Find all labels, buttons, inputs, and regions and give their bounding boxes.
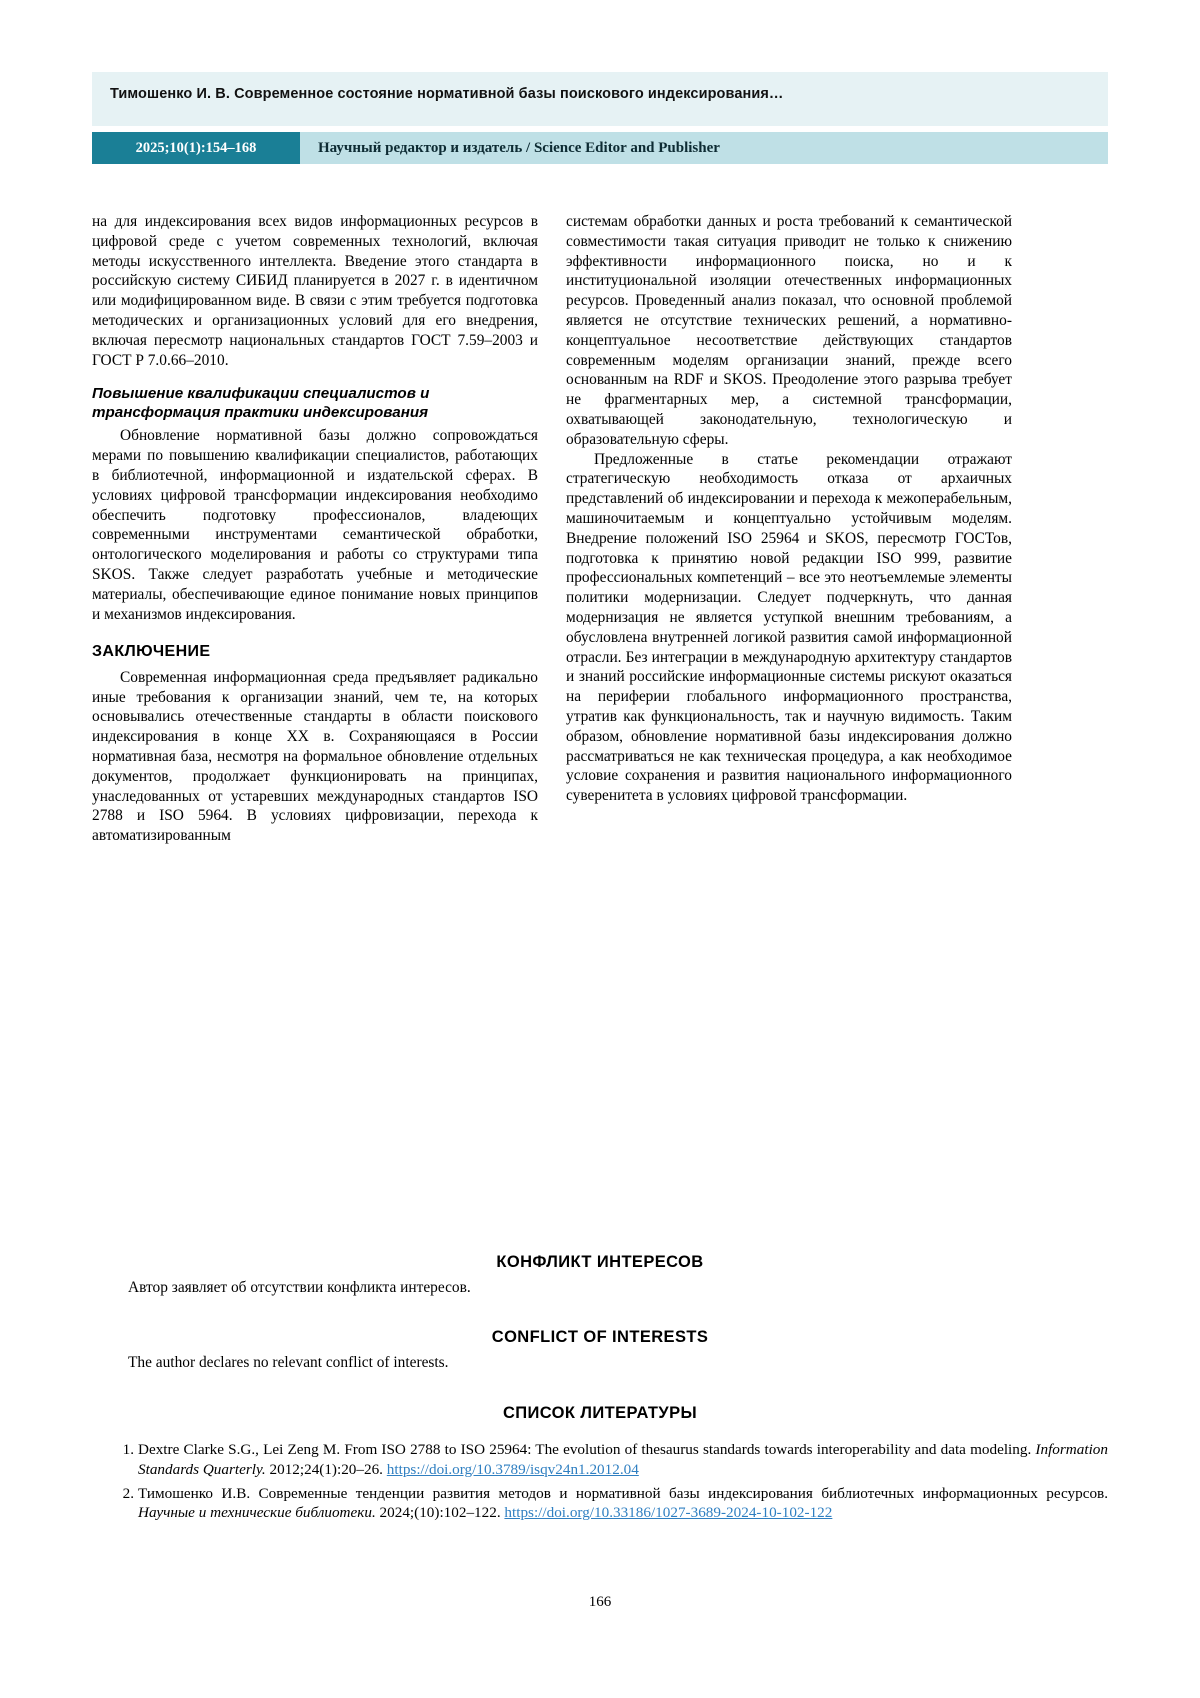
conflict-of-interests-ru [92, 1253, 1108, 1298]
paragraph-conclusion-1: Современная информационная среда предъявляет радикально иные требования к организации знаний, чем те, на которых основывались отечественные стандарты в области поискового индексирования в конце XX в. Сохраняющаяся в России нормативная база, несмотря на формальное обновление отдельных документов, продолжает функционировать на принципах, унаследованных от устаревших международных стандартов ISO 2788 и ISO 5964. В условиях цифровизации, перехода к автоматизированным [92, 668, 538, 845]
conflict-ru-body: Автор заявляет об отсутствии конфликта интересов. [128, 1279, 471, 1296]
reference-number: 1. [122, 1441, 134, 1458]
conflict-en-body: The author declares no relevant conflict of interests. [128, 1354, 449, 1371]
reference-item [92, 1440, 1108, 1480]
reference-text-before: Dextre Clarke S.G., Lei Zeng M. From ISO 2788 to ISO 25964: The evolution of thesaurus standards towards interoperability and data modeling. [138, 1441, 1036, 1458]
conflict-en-title: CONFLICT OF INTERESTS [491, 1328, 709, 1346]
paragraph-conclusion-3: Предложенные в статье рекомендации отражают стратегическую необходимость отказа от архаичных представлений об индексировании и перехода к межоперабельным, машиночитаемым и концептуально устойчивым моделям. Внедрение положений ISO 25964 и SKOS, пересмотр ГОСТов, подготовка к принятию новой редакции ISO 999, развитие профессиональных компетенций – все это неотъемлемые элементы политики модернизации. Следует подчеркнуть, что данная модернизация не является уступкой внешним требованиям, а обусловлена внутренней логикой развития самой информационной отрасли. Без интеграции в международную архитектуру стандартов и знаний российские информационные системы рискуют оказаться на периферии глобального информационного пространства, утратив как функциональность, так и научную видимость. Таким образом, обновление нормативной базы индексирования должно рассматриваться не как техническая процедура, а как необходимое условие сохранения и развития национального информационного суверенитета в условиях цифровой трансформации. [566, 450, 1012, 805]
page-number: 166 [588, 1594, 612, 1610]
heading-conclusion: ЗАКЛЮЧЕНИЕ [92, 643, 211, 661]
reference-item [92, 1484, 1108, 1524]
reference-doi-link[interactable]: https://doi.org/10.3789/isqv24n1.2012.04 [386, 1460, 639, 1478]
reference-text-before: Тимошенко И.В. Современные тенденции развития методов и нормативной базы индексирования библиотечных информационных ресурсов. [138, 1484, 1108, 1502]
reference-doi-link[interactable]: https://doi.org/10.33186/1027-3689-2024-10-102-122 [504, 1504, 833, 1522]
paragraph-continued: на для индексирования всех видов информационных ресурсов в цифровой среде с учетом современных технологий, включая методы искусственного интеллекта. Введение этого стандарта в российскую систему СИБИД планируется в 2027 г. в идентичном или модифицированном виде. В связи с этим требуется подготовка методических и организационных условий для его внедрения, включая пересмотр национальных стандартов ГОСТ 7.59–2003 и ГОСТ Р 7.0.66–2010. [92, 213, 538, 369]
conflict-ru-title: КОНФЛИКТ ИНТЕРЕСОВ [496, 1253, 704, 1271]
right-column [566, 212, 1012, 806]
references-title: СПИСОК ЛИТЕРАТУРЫ [502, 1404, 698, 1422]
journal-name: Научный редактор и издатель / Science Editor and Publisher [318, 140, 720, 156]
subheading-training: Повышение квалификации специалистов и трансформация практики индексирования [92, 385, 430, 422]
reference-text-after: 2024;(10):102–122. [375, 1504, 501, 1522]
paragraph-conclusion-2: системам обработки данных и роста требований к семантической совместимости такая ситуация приводит не только к снижению эффективности информационного поиска, но и к институциональной изоляции отечественных информационных ресурсов. Проведенный анализ показал, что основной проблемой является не отсутствие технических решений, а нормативно-концептуальное несоответствие действующих стандартов современным моделям организации знаний, прежде всего основанным на RDF и SKOS. Преодоление этого разрыва требует не фрагментарных мер, а системной трансформации, охватывающей законодательную, технологическую и образовательную сферы. [566, 213, 1012, 448]
reference-source-title: Научные и технические библиотеки. [138, 1504, 376, 1522]
conflict-of-interests-en [92, 1328, 1108, 1373]
paragraph-training: Обновление нормативной базы должно сопровождаться мерами по повышению квалификации специалистов, работающих в библиотечной, информационной и издательской сферах. В условиях цифровой трансформации индексирования необходимо обеспечить подготовку профессионалов, владеющих современными инструментами семантической обработки, онтологического моделирования и работы со структурами типа SKOS. Также следует разработать учебные и методические материалы, обеспечивающие единое понимание новых принципов и механизмов индексирования. [92, 427, 538, 623]
running-title: Тимошенко И. В. Современное состояние нормативной базы поискового индексирования… [110, 86, 784, 102]
reference-source-title: Information Standards Quarterly. [138, 1441, 1108, 1478]
issue-identifier: 2025;10(1):154–168 [135, 140, 257, 156]
references-section [92, 1404, 1108, 1429]
reference-number: 2. [122, 1484, 134, 1502]
reference-list [92, 1440, 1108, 1527]
left-column [92, 212, 538, 846]
reference-text-after: 2012;24(1):20–26. [265, 1460, 387, 1478]
